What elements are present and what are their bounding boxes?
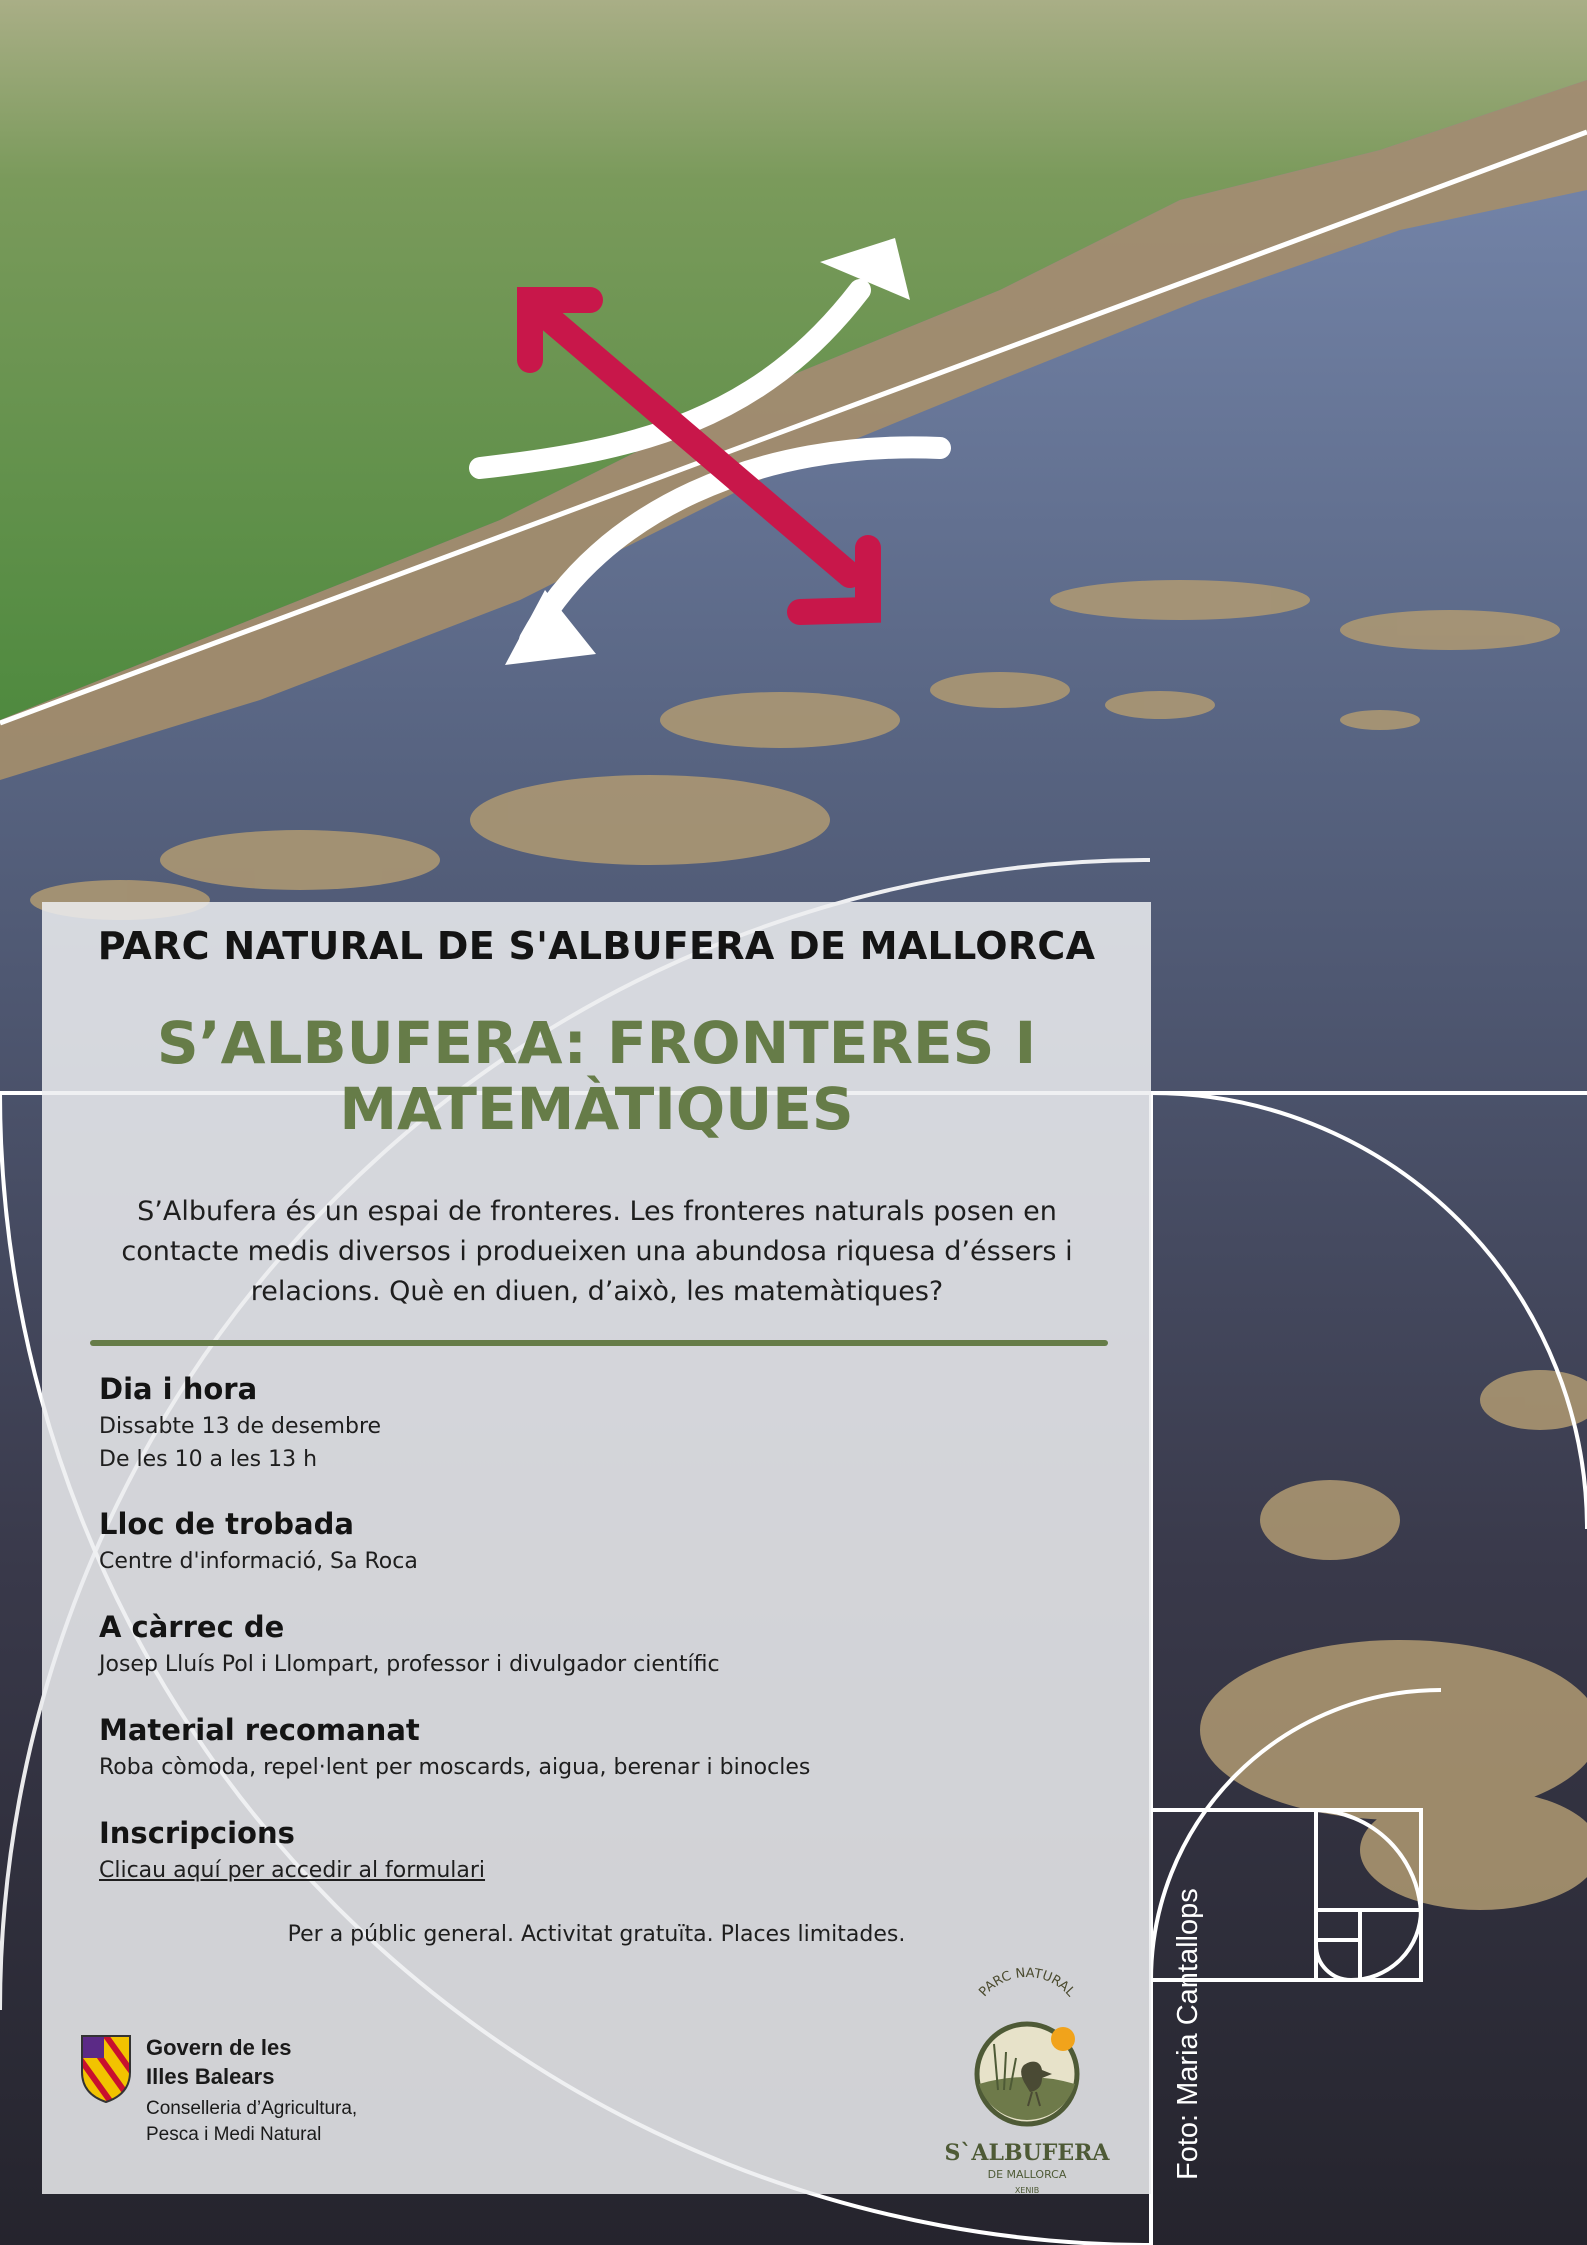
photo-credit: Foto: Maria Cantallops [1172, 1888, 1204, 2180]
place-value: Centre d'informació, Sa Roca [99, 1549, 418, 1574]
department-line1: Conselleria d’Agricultura, [146, 2098, 358, 2119]
material-value: Roba còmoda, repel·lent per moscards, aigua, berenar i binocles [99, 1755, 811, 1780]
material-label: Material recomanat [99, 1713, 420, 1747]
section-divider [90, 1340, 1108, 1346]
park-logo [932, 1962, 1122, 2195]
department-line2: Pesca i Medi Natural [146, 2124, 322, 2145]
signup-form-link[interactable]: Clicau aquí per accedir al formulari [99, 1858, 486, 1883]
host-value: Josep Lluís Pol i Llompart, professor i divulgador científic [99, 1652, 720, 1677]
date-value [99, 1410, 381, 1476]
date-line: Dissabte 13 de desembre [99, 1414, 382, 1439]
host-label: A càrrec de [99, 1610, 285, 1644]
bird-in-circle-icon [932, 1962, 1122, 2142]
event-info-card [42, 902, 1151, 2194]
government-name-line1: Govern de les [146, 2035, 292, 2060]
event-title-line2: MATEMÀTIQUES [339, 1075, 854, 1143]
coat-of-arms-icon [78, 2032, 134, 2104]
svg-text:PARC NATURAL [976, 1966, 1078, 2001]
event-title-line1: S’ALBUFERA: FRONTERES I [156, 1009, 1037, 1077]
date-label: Dia i hora [99, 1372, 258, 1406]
park-logo-subtitle: DE MALLORCA [987, 2168, 1067, 2181]
intro-line: contacte medis diversos i produeixen una abundosa riquesa d’éssers i [121, 1236, 1073, 1267]
public-note: Per a públic general. Activitat gratuïta. Places limitades. [287, 1922, 906, 1947]
intro-paragraph [102, 1192, 1092, 1312]
park-logo-tag: XENIB [1014, 2186, 1040, 2195]
government-name-line2: Illes Balears [146, 2064, 275, 2089]
intro-line: relacions. Què en diuen, d’això, les matemàtiques? [250, 1276, 944, 1307]
event-title [42, 1010, 1151, 1142]
park-logo-name: S`ALBUFERA [944, 2140, 1110, 2166]
time-line: De les 10 a les 13 h [99, 1447, 318, 1472]
place-label: Lloc de trobada [99, 1507, 354, 1541]
intro-line: S’Albufera és un espai de fronteres. Les fronteres naturals posen en [137, 1196, 1057, 1227]
park-title: PARC NATURAL DE S'ALBUFERA DE MALLORCA [97, 924, 1096, 968]
logo-arc-text: PARC NATURAL [976, 1965, 1078, 2000]
signup-label: Inscripcions [99, 1816, 295, 1850]
